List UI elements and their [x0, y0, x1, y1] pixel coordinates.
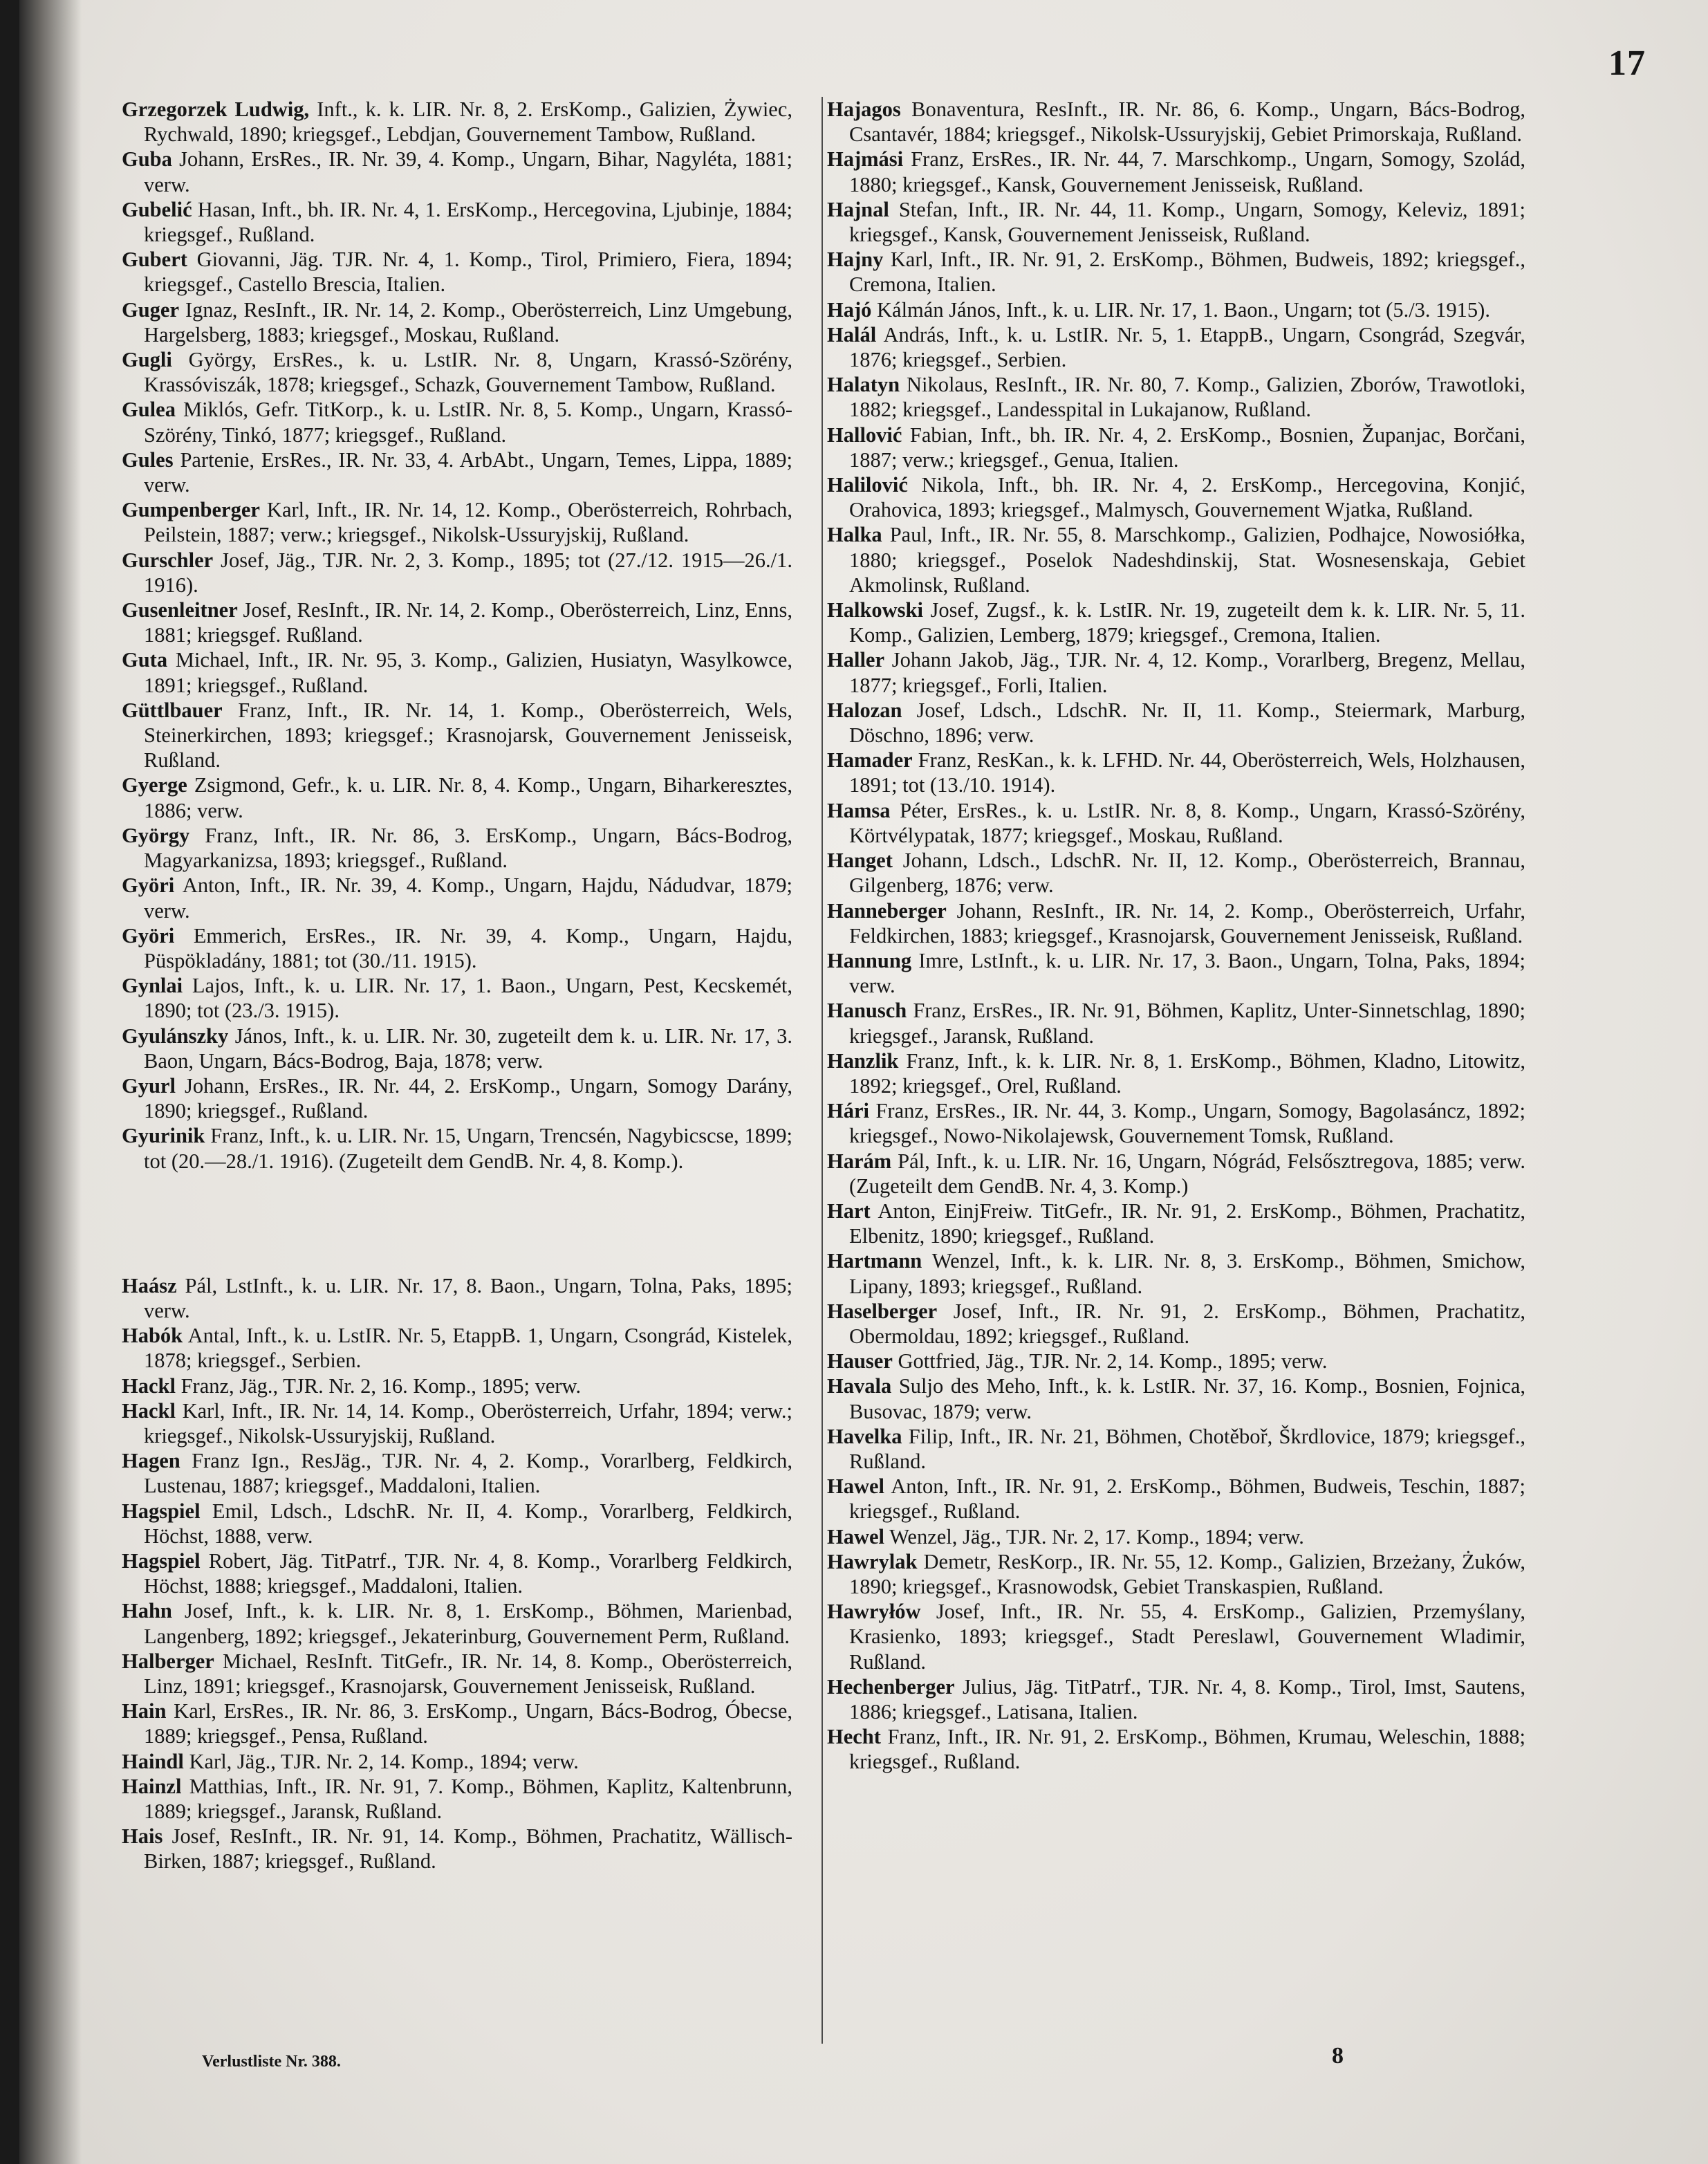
- entry-name: Gyulánszky: [122, 1024, 229, 1048]
- entry-text: Anton, EinjFreiw. TitGefr., IR. Nr. 91, 2. ErsKomp., Böhmen, Prachatitz, Elbenitz, 1890; kriegsgef., Rußland.: [849, 1199, 1525, 1248]
- entry-text: Johann, ResInft., IR. Nr. 14, 2. Komp., Oberösterreich, Urfahr, Feldkirchen, 1883; kriegsgef., Krasnojarsk, Gouvernement Jenisseisk, Rußland.: [849, 898, 1525, 947]
- entry-name: Hackl: [122, 1398, 176, 1423]
- entry-name: Hawrylak: [827, 1549, 918, 1573]
- entry-text: Johann, Ldsch., LdschR. Nr. II, 12. Komp., Oberösterreich, Brannau, Gilgenberg, 1876; verw.: [849, 849, 1525, 898]
- list-entry: [827, 1599, 1525, 1674]
- entry-text: Bonaventura, ResInft., IR. Nr. 86, 6. Komp., Ungarn, Bács-Bodrog, Csantavér, 1884; kriegsgef., Nikolsk-Ussuryjskij, Gebiet Primorskaja, Rußland.: [849, 98, 1525, 147]
- list-entry: [827, 247, 1525, 297]
- list-entry: [827, 898, 1525, 948]
- list-entry: [122, 1824, 792, 1874]
- entry-name: Guger: [122, 297, 180, 322]
- entry-name: Gusenleitner: [122, 598, 238, 622]
- entry-name: Halka: [827, 523, 882, 547]
- entry-name: Hajagos: [827, 98, 901, 121]
- entry-name: Gurschler: [122, 548, 214, 572]
- list-entry: [827, 472, 1525, 522]
- entry-name: Hackl: [122, 1374, 176, 1398]
- entry-text: Franz, ErsRes., IR. Nr. 44, 3. Komp., Ungarn, Somogy, Bagolasáncz, 1892; kriegsgef., Nowo-Nikolajewsk, Gouvernement Tomsk, Rußland.: [849, 1099, 1525, 1148]
- list-entry: [122, 1374, 792, 1398]
- list-entry: [122, 147, 792, 196]
- entry-name: Gyerge: [122, 773, 187, 797]
- signature-mark: 8: [1332, 2043, 1344, 2069]
- entry-text: Anton, Inft., IR. Nr. 39, 4. Komp., Ungarn, Hajdu, Nádudvar, 1879; verw.: [144, 873, 792, 923]
- entry-name: Gugli: [122, 348, 172, 372]
- entry-name: Hawel: [827, 1474, 885, 1499]
- entry-text: Emmerich, ErsRes., IR. Nr. 39, 4. Komp., Ungarn, Hajdu, Püspökladány, 1881; tot (30./11. 1915).: [144, 923, 792, 972]
- list-entry: [827, 848, 1525, 898]
- list-entry: [122, 647, 792, 697]
- entry-name: Hamsa: [827, 798, 891, 822]
- entry-name: Györi: [122, 923, 175, 947]
- entry-name: Hannung: [827, 948, 912, 972]
- entry-name: Hagspiel: [122, 1499, 201, 1523]
- entry-text: Michael, Inft., IR. Nr. 95, 3. Komp., Galizien, Husiatyn, Wasylkowce, 1891; kriegsgef., Rußland.: [144, 648, 792, 697]
- entry-name: Hajnal: [827, 197, 889, 221]
- entry-name: Hári: [827, 1099, 869, 1123]
- entry-text: Johann, ErsRes., IR. Nr. 39, 4. Komp., Ungarn, Bihar, Nagyléta, 1881; verw.: [144, 147, 792, 196]
- entry-name: Gyurl: [122, 1073, 176, 1098]
- entry-text: Franz, ResKan., k. k. LFHD. Nr. 44, Oberösterreich, Wels, Holzhausen, 1891; tot (13./10. 1914).: [849, 748, 1525, 797]
- scan-edge-shadow: [19, 0, 82, 2164]
- entry-text: Karl, ErsRes., IR. Nr. 86, 3. ErsKomp., Ungarn, Bács-Bodrog, Óbecse, 1889; kriegsgef., Pensa, Rußland.: [144, 1699, 792, 1748]
- list-entry: [122, 447, 792, 497]
- entry-name: Guba: [122, 147, 172, 172]
- list-entry: [827, 97, 1525, 147]
- list-entry: [122, 297, 792, 347]
- entry-name: Halilović: [827, 473, 908, 497]
- entry-text: Franz, ErsRes., IR. Nr. 44, 7. Marschkomp., Ungarn, Somogy, Szolád, 1880; kriegsgef., Kansk, Gouvernement Jenisseisk, Rußland.: [849, 147, 1525, 196]
- entry-name: Gyurinik: [122, 1124, 205, 1148]
- entry-name: Hahn: [122, 1599, 172, 1623]
- section-gap: [122, 1174, 792, 1273]
- list-entry: [827, 147, 1525, 196]
- column-divider: [821, 97, 823, 2044]
- list-entry: [122, 1499, 792, 1548]
- entry-name: Hainzl: [122, 1774, 182, 1798]
- entry-name: Hagen: [122, 1449, 180, 1473]
- entry-name: Güttlbauer: [122, 698, 223, 722]
- list-entry: [827, 598, 1525, 647]
- list-entry: [827, 1724, 1525, 1774]
- right-column: [827, 97, 1525, 1775]
- list-entry: [827, 1149, 1525, 1199]
- entry-text: Franz, Jäg., TJR. Nr. 2, 16. Komp., 1895; verw.: [175, 1374, 582, 1398]
- entry-text: Pál, LstInft., k. u. LIR. Nr. 17, 8. Baon., Ungarn, Tolna, Paks, 1895; verw.: [144, 1273, 792, 1322]
- left-column: [122, 97, 792, 1874]
- entry-name: Gulea: [122, 398, 176, 422]
- list-entry: [122, 873, 792, 923]
- entry-text: Kálmán János, Inft., k. u. LIR. Nr. 17, 1. Baon., Ungarn; tot (5./3. 1915).: [871, 297, 1490, 322]
- entry-name: Halberger: [122, 1649, 214, 1673]
- list-entry: [827, 1524, 1525, 1549]
- left-entries-g: [122, 97, 792, 1174]
- entry-text: Franz, Inft., IR. Nr. 14, 1. Komp., Oberösterreich, Wels, Steinerkirchen, 1893; kriegsgef.; Krasnojarsk, Gouvernement Jenisseisk, Rußland.: [144, 698, 792, 773]
- entry-text: Karl, Jäg., TJR. Nr. 2, 14. Komp., 1894; verw.: [183, 1749, 579, 1773]
- entry-text: Karl, Inft., IR. Nr. 14, 12. Komp., Oberösterreich, Rohrbach, Peilstein, 1887; verw.; kriegsgef., Nikolsk-Ussuryjskij, Rußland.: [144, 498, 792, 547]
- list-entry: [827, 423, 1525, 472]
- list-entry: [122, 97, 792, 147]
- list-entry: [827, 998, 1525, 1048]
- right-entries-h: [827, 97, 1525, 1775]
- entry-name: Haindl: [122, 1749, 184, 1773]
- entry-name: Halál: [827, 322, 877, 346]
- entry-text: Stefan, Inft., IR. Nr. 44, 11. Komp., Ungarn, Somogy, Keleviz, 1891; kriegsgef., Kansk, Gouvernement Jenisseisk, Rußland.: [849, 197, 1525, 247]
- entry-name: Hawryłów: [827, 1600, 921, 1624]
- entry-text: Josef, Inft., IR. Nr. 91, 2. ErsKomp., Böhmen, Prachatitz, Obermoldau, 1892; kriegsgef., Rußland.: [849, 1299, 1525, 1348]
- list-entry: [122, 548, 792, 598]
- entry-name: Hecht: [827, 1725, 881, 1749]
- list-entry: [122, 197, 792, 247]
- entry-name: Gubert: [122, 248, 187, 272]
- list-entry: [122, 598, 792, 647]
- list-entry: [827, 1248, 1525, 1298]
- list-entry: [827, 698, 1525, 748]
- entry-name: Hart: [827, 1199, 871, 1223]
- entry-name: Hanzlik: [827, 1048, 899, 1073]
- entry-text: Michael, ResInft. TitGefr., IR. Nr. 14, 8. Komp., Oberösterreich, Linz, 1891; kriegsgef., Krasnojarsk, Gouvernement Jenisseisk, Rußland.: [144, 1649, 792, 1698]
- list-entry: [122, 773, 792, 822]
- entry-name: Halozan: [827, 698, 902, 722]
- entry-name: Halkowski: [827, 598, 923, 622]
- entry-text: Suljo des Meho, Inft., k. k. LstIR. Nr. 37, 16. Komp., Bosnien, Fojnica, Busovac, 1879; verw.: [849, 1374, 1525, 1423]
- entry-text: Fabian, Inft., bh. IR. Nr. 4, 2. ErsKomp., Bosnien, Županjac, Borčani, 1887; verw.; kriegsgef., Genua, Italien.: [849, 423, 1525, 472]
- entry-name: Hartmann: [827, 1249, 922, 1273]
- entry-text: Wenzel, Jäg., TJR. Nr. 2, 17. Komp., 1894; verw.: [884, 1524, 1304, 1548]
- entry-name: Hechenberger: [827, 1674, 955, 1699]
- entry-name: Hagspiel: [122, 1548, 201, 1573]
- entry-name: Halatyn: [827, 373, 900, 397]
- entry-name: Hain: [122, 1699, 167, 1723]
- entry-text: Johann Jakob, Jäg., TJR. Nr. 4, 12. Komp., Vorarlberg, Bregenz, Mellau, 1877; kriegsgef., Forli, Italien.: [849, 648, 1525, 697]
- list-entry: [122, 1073, 792, 1123]
- entry-text: Lajos, Inft., k. u. LIR. Nr. 17, 1. Baon., Ungarn, Pest, Kecskemét, 1890; tot (23./3. 1915).: [144, 974, 792, 1023]
- list-entry: [122, 1749, 792, 1774]
- entry-text: Partenie, ErsRes., IR. Nr. 33, 4. ArbAbt., Ungarn, Temes, Lippa, 1889; verw.: [144, 447, 792, 497]
- list-entry: [827, 297, 1525, 322]
- list-entry: [122, 698, 792, 773]
- entry-name: Hais: [122, 1824, 163, 1849]
- entry-text: Franz, Inft., k. k. LIR. Nr. 8, 1. ErsKomp., Böhmen, Kladno, Litowitz, 1892; kriegsgef., Orel, Rußland.: [849, 1048, 1525, 1098]
- entry-text: Karl, Inft., IR. Nr. 14, 14. Komp., Oberösterreich, Urfahr, 1894; verw.; kriegsgef., Nikolsk-Ussuryjskij, Rußland.: [144, 1398, 792, 1448]
- entry-text: Karl, Inft., IR. Nr. 91, 2. ErsKomp., Böhmen, Budweis, 1892; kriegsgef., Cremona, Italien.: [849, 248, 1525, 297]
- entry-text: Péter, ErsRes., k. u. LstIR. Nr. 8, 8. Komp., Ungarn, Krassó-Szörény, Körtvélypatak, 1877; kriegsgef., Moskau, Rußland.: [849, 798, 1525, 847]
- entry-name: Haselberger: [827, 1299, 938, 1323]
- entry-text: Wenzel, Inft., k. k. LIR. Nr. 8, 3. ErsKomp., Böhmen, Smichow, Lipany, 1893; kriegsgef., Rußland.: [849, 1249, 1525, 1298]
- list-entry: [122, 1649, 792, 1699]
- entry-text: Zsigmond, Gefr., k. u. LIR. Nr. 8, 4. Komp., Ungarn, Biharkeresztes, 1886; verw.: [144, 773, 792, 822]
- entry-name: Guta: [122, 648, 168, 672]
- list-entry: [122, 1024, 792, 1073]
- list-entry: [827, 1424, 1525, 1474]
- entry-name: Havelka: [827, 1424, 902, 1448]
- entry-text: Giovanni, Jäg. TJR. Nr. 4, 1. Komp., Tirol, Primiero, Fiera, 1894; kriegsgef., Castello Brescia, Italien.: [144, 248, 792, 297]
- list-entry: [827, 798, 1525, 848]
- list-entry: [122, 1398, 792, 1448]
- entry-name: Grzegorzek Ludwig,: [122, 98, 310, 121]
- entry-name: Hallović: [827, 423, 902, 447]
- entry-name: Haász: [122, 1273, 177, 1297]
- list-entry: [827, 372, 1525, 422]
- entry-text: Ignaz, ResInft., IR. Nr. 14, 2. Komp., Oberösterreich, Linz Umgebung, Hargelsberg, 1883; kriegsgef., Moskau, Rußland.: [144, 297, 792, 346]
- entry-name: Hajny: [827, 248, 884, 272]
- entry-name: Gumpenberger: [122, 498, 260, 522]
- list-entry: [122, 1448, 792, 1498]
- entry-name: Habók: [122, 1324, 183, 1348]
- entry-name: Hauser: [827, 1349, 893, 1374]
- entry-text: György, ErsRes., k. u. LstIR. Nr. 8, Ungarn, Krassó-Szörény, Krassóviszák, 1878; kriegsgef., Schazk, Gouvernement Tambow, Rußland.: [144, 348, 792, 397]
- entry-text: Franz, Inft., IR. Nr. 91, 2. ErsKomp., Böhmen, Krumau, Weleschin, 1888; kriegsgef., Rußland.: [849, 1725, 1525, 1774]
- list-entry: [827, 522, 1525, 598]
- entry-text: Josef, Inft., IR. Nr. 55, 4. ErsKomp., Galizien, Przemyślany, Krasienko, 1893; kriegsgef., Stadt Pereslawl, Gouvernement Wladimir, Rußland.: [849, 1600, 1525, 1674]
- entry-name: Hanusch: [827, 999, 907, 1023]
- list-entry: [827, 1549, 1525, 1599]
- list-entry: [827, 1299, 1525, 1349]
- list-entry: [122, 347, 792, 397]
- entry-text: Anton, Inft., IR. Nr. 91, 2. ErsKomp., Böhmen, Budweis, Teschin, 1887; kriegsgef., Rußland.: [849, 1474, 1525, 1524]
- entry-text: Johann, ErsRes., IR. Nr. 44, 2. ErsKomp., Ungarn, Somogy Darány, 1890; kriegsgef., Rußland.: [144, 1073, 792, 1123]
- list-entry: [122, 397, 792, 447]
- list-entry: [122, 1548, 792, 1598]
- entry-text: Josef, Jäg., TJR. Nr. 2, 3. Komp., 1895; tot (27./12. 1915—26./1. 1916).: [144, 548, 792, 597]
- list-entry: [122, 1123, 792, 1173]
- list-entry: [122, 497, 792, 547]
- entry-name: Havala: [827, 1374, 892, 1398]
- list-entry: [827, 647, 1525, 697]
- entry-text: Emil, Ldsch., LdschR. Nr. II, 4. Komp., Vorarlberg, Feldkirch, Höchst, 1888, verw.: [144, 1499, 792, 1548]
- list-entry: [827, 1048, 1525, 1098]
- list-entry: [122, 1323, 792, 1373]
- list-entry: [827, 1474, 1525, 1524]
- entry-text: Antal, Inft., k. u. LstIR. Nr. 5, EtappB. 1, Ungarn, Csongrád, Kistelek, 1878; kriegsgef., Serbien.: [144, 1324, 792, 1373]
- entry-text: Paul, Inft., IR. Nr. 55, 8. Marschkomp., Galizien, Podhajce, Nowosiółka, 1880; kriegsgef., Poselok Nadeshdinskij, Stat. Wosnesenskaja, Gebiet Akmolinsk, Rußland.: [849, 523, 1525, 597]
- entry-text: Franz, ErsRes., IR. Nr. 91, Böhmen, Kaplitz, Unter-Sinnetschlag, 1890; kriegsgef., Jaransk, Rußland.: [849, 999, 1525, 1048]
- list-entry: [122, 923, 792, 973]
- entry-name: Gynlai: [122, 974, 183, 998]
- entry-text: Josef, Inft., k. k. LIR. Nr. 8, 1. ErsKomp., Böhmen, Marienbad, Langenberg, 1892; kriegsgef., Jekaterinburg, Gouvernement Perm, Rußland.: [144, 1599, 792, 1648]
- entry-text: Gottfried, Jäg., TJR. Nr. 2, 14. Komp., 1895; verw.: [892, 1349, 1328, 1374]
- list-entry: [827, 1199, 1525, 1248]
- entry-text: Josef, ResInft., IR. Nr. 91, 14. Komp., Böhmen, Prachatitz, Wällisch-Birken, 1887; kriegsgef., Rußland.: [144, 1824, 792, 1874]
- entry-text: Imre, LstInft., k. u. LIR. Nr. 17, 3. Baon., Ungarn, Tolna, Paks, 1894; verw.: [849, 948, 1525, 998]
- page-number: 17: [1608, 44, 1646, 83]
- entry-text: Franz, Inft., IR. Nr. 86, 3. ErsKomp., Ungarn, Bács-Bodrog, Magyarkanizsa, 1893; kriegsgef., Rußland.: [144, 823, 792, 873]
- entry-name: Hajó: [827, 297, 872, 322]
- list-entry: [827, 322, 1525, 372]
- entry-text: Robert, Jäg. TitPatrf., TJR. Nr. 4, 8. Komp., Vorarlberg Feldkirch, Höchst, 1888; kriegsgef., Maddaloni, Italien.: [144, 1548, 792, 1598]
- entry-name: Haller: [827, 648, 884, 672]
- list-entry: [122, 973, 792, 1023]
- entry-text: Franz, Inft., k. u. LIR. Nr. 15, Ungarn, Trencsén, Nagybicscse, 1899; tot (20.—28./1. 1916). (Zugeteilt dem GendB. Nr. 4, 8. Komp.).: [144, 1124, 792, 1173]
- list-entry: [827, 1674, 1525, 1724]
- document-page: [19, 0, 1708, 2164]
- list-entry: [827, 1374, 1525, 1423]
- entry-text: Miklós, Gefr. TitKorp., k. u. LstIR. Nr. 8, 5. Komp., Ungarn, Krassó-Szörény, Tinkó, 1877; kriegsgef., Rußland.: [144, 398, 792, 447]
- entry-text: Matthias, Inft., IR. Nr. 91, 7. Komp., Böhmen, Kaplitz, Kaltenbrunn, 1889; kriegsgef., Jaransk, Rußland.: [144, 1774, 792, 1823]
- entry-name: György: [122, 823, 190, 847]
- entry-text: Inft., k. k. LIR. Nr. 8, 2. ErsKomp., Galizien, Żywiec, Rychwald, 1890; kriegsgef., Lebdjan, Gouvernement Tambow, Rußland.: [144, 98, 792, 147]
- entry-text: Nikola, Inft., bh. IR. Nr. 4, 2. ErsKomp., Hercegovina, Konjić, Orahovica, 1893; kriegsgef., Malmysch, Gouvernement Wjatka, Rußland.: [849, 473, 1525, 522]
- list-entry: [122, 1598, 792, 1648]
- list-entry: [827, 1349, 1525, 1374]
- entry-name: Hanneberger: [827, 898, 947, 923]
- list-entry: [122, 247, 792, 297]
- left-entries-h: [122, 1273, 792, 1874]
- list-entry: [122, 1774, 792, 1824]
- footer-list-number: Verlustliste Nr. 388.: [202, 2053, 341, 2071]
- list-entry: [122, 1699, 792, 1748]
- entry-name: Gules: [122, 447, 174, 472]
- entry-text: Julius, Jäg. TitPatrf., TJR. Nr. 4, 8. Komp., Tirol, Imst, Sautens, 1886; kriegsgef., Latisana, Italien.: [849, 1674, 1525, 1723]
- list-entry: [827, 948, 1525, 998]
- entry-text: Josef, Ldsch., LdschR. Nr. II, 11. Komp., Steiermark, Marburg, Döschno, 1896; verw.: [849, 698, 1525, 748]
- entry-name: Gubelić: [122, 197, 192, 221]
- entry-text: Franz Ign., ResJäg., TJR. Nr. 4, 2. Komp., Vorarlberg, Feldkirch, Lustenau, 1887; kriegsgef., Maddaloni, Italien.: [144, 1449, 792, 1498]
- entry-text: Filip, Inft., IR. Nr. 21, Böhmen, Chotěboř, Škrdlovice, 1879; kriegsgef., Rußland.: [849, 1424, 1525, 1473]
- entry-name: Györi: [122, 873, 175, 898]
- entry-text: András, Inft., k. u. LstIR. Nr. 5, 1. EtappB., Ungarn, Csongrád, Szegvár, 1876; kriegsgef., Serbien.: [849, 322, 1525, 372]
- list-entry: [827, 748, 1525, 797]
- entry-name: Harám: [827, 1149, 892, 1173]
- list-entry: [122, 823, 792, 873]
- entry-text: Josef, ResInft., IR. Nr. 14, 2. Komp., Oberösterreich, Linz, Enns, 1881; kriegsgef. Rußland.: [144, 598, 792, 647]
- entry-text: Hasan, Inft., bh. IR. Nr. 4, 1. ErsKomp., Hercegovina, Ljubinje, 1884; kriegsgef., Rußland.: [144, 197, 792, 247]
- entry-name: Hajmási: [827, 147, 904, 172]
- entry-text: Demetr, ResKorp., IR. Nr. 55, 12. Komp., Galizien, Brzeżany, Żuków, 1890; kriegsgef., Krasnowodsk, Gebiet Transkaspien, Rußland.: [849, 1549, 1525, 1598]
- list-entry: [827, 197, 1525, 247]
- entry-name: Hanget: [827, 849, 893, 873]
- entry-text: Nikolaus, ResInft., IR. Nr. 80, 7. Komp., Galizien, Zborów, Trawotloki, 1882; kriegsgef., Landesspital in Lukajanow, Rußland.: [849, 373, 1525, 422]
- list-entry: [122, 1273, 792, 1323]
- entry-text: Pál, Inft., k. u. LIR. Nr. 16, Ungarn, Nógrád, Felsősztregova, 1885; verw. (Zugeteilt dem GendB. Nr. 4, 3. Komp.): [849, 1149, 1525, 1198]
- entry-text: Josef, Zugsf., k. k. LstIR. Nr. 19, zugeteilt dem k. k. LIR. Nr. 5, 11. Komp., Galizien, Lemberg, 1879; kriegsgef., Cremona, Italien.: [849, 598, 1525, 647]
- entry-name: Hawel: [827, 1524, 885, 1548]
- list-entry: [827, 1098, 1525, 1148]
- entry-name: Hamader: [827, 748, 913, 773]
- entry-text: János, Inft., k. u. LIR. Nr. 30, zugeteilt dem k. u. LIR. Nr. 17, 3. Baon, Ungarn, Bács-Bodrog, Baja, 1878; verw.: [144, 1024, 792, 1073]
